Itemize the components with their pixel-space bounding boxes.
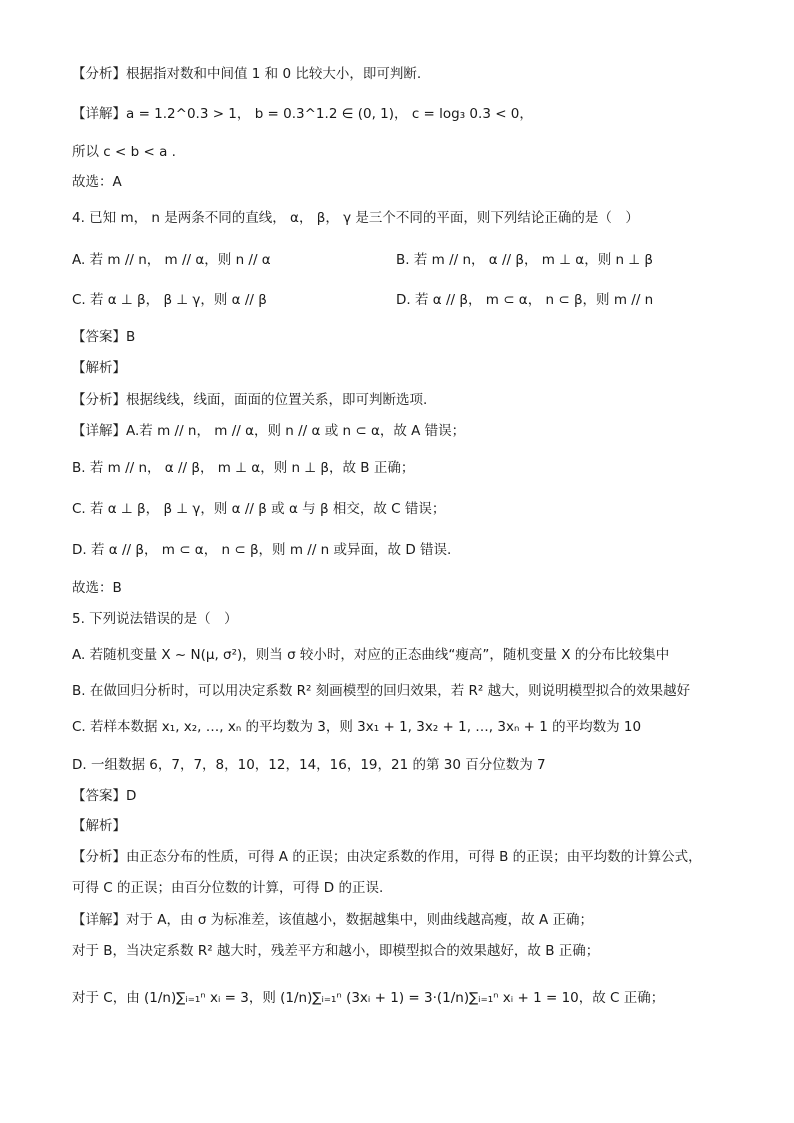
answer-choice-q3: 故选：A xyxy=(72,174,122,190)
q5-option-b: B. 在做回归分析时，可以用决定系数 R² 刻画模型的回归效果，若 R² 越大，则说明模型拟合的效果越好 xyxy=(72,683,691,699)
answer-choice-q4: 故选：B xyxy=(72,580,122,596)
solution-q5-b: 对于 B，当决定系数 R² 越大时，残差平方和越小，即模型拟合的效果越好，故 B 正确； xyxy=(72,943,600,959)
analysis-q4: 【分析】根据线线，线面，面面的位置关系，即可判断选项. xyxy=(72,392,428,408)
answer-q5: 【答案】D xyxy=(72,788,137,804)
q5-option-a: A. 若随机变量 X ~ N(μ, σ²)，则当 σ 较小时，对应的正态曲线“瘦高”，随机变量 X 的分布比较集中 xyxy=(72,647,670,663)
question-5-stem: 5. 下列说法错误的是（ ） xyxy=(72,611,238,627)
q4-option-a: A. 若 m // n， m // α，则 n // α xyxy=(72,252,271,268)
solution-q4-c: C. 若 α ⊥ β， β ⊥ γ，则 α // β 或 α 与 β 相交，故 C 错误； xyxy=(72,501,446,517)
solution-q5-a: 【详解】对于 A，由 σ 为标准差，该值越小，数据越集中，则曲线越高瘦，故 A 正确； xyxy=(72,912,593,928)
solution-q3: 【详解】a = 1.2^0.3 > 1， b = 0.3^1.2 ∈ (0, 1)， c = log₃ 0.3 < 0， xyxy=(72,106,533,122)
solution-q4-a: 【详解】A.若 m // n， m // α，则 n // α 或 n ⊂ α，故 A 错误； xyxy=(72,423,466,439)
q5-option-c: C. 若样本数据 x₁, x₂, …, xₙ 的平均数为 3，则 3x₁ + 1, 3x₂ + 1, …, 3xₙ + 1 的平均数为 10 xyxy=(72,719,642,735)
conclusion-q3: 所以 c < b < a . xyxy=(72,144,176,160)
q4-option-d: D. 若 α // β， m ⊂ α， n ⊂ β，则 m // n xyxy=(396,292,654,308)
q5-option-d: D. 一组数据 6，7，7，8，10，12，14，16，19，21 的第 30 百分位数为 7 xyxy=(72,757,546,773)
q4-option-c: C. 若 α ⊥ β， β ⊥ γ，则 α // β xyxy=(72,292,267,308)
solution-q5-c: 对于 C，由 (1/n)∑ᵢ₌₁ⁿ xᵢ = 3，则 (1/n)∑ᵢ₌₁ⁿ (3xᵢ + 1) = 3·(1/n)∑ᵢ₌₁ⁿ xᵢ + 1 = 10，故 C 正确； xyxy=(72,990,665,1006)
q4-option-b: B. 若 m // n， α // β， m ⊥ α，则 n ⊥ β xyxy=(396,252,653,268)
solution-q4-d: D. 若 α // β， m ⊂ α， n ⊂ β，则 m // n 或异面，故 D 错误. xyxy=(72,542,452,558)
analysis-q3: 【分析】根据指对数和中间值 1 和 0 比较大小，即可判断. xyxy=(72,66,422,82)
question-4-stem: 4. 已知 m， n 是两条不同的直线， α， β， γ 是三个不同的平面，则下列结论正确的是（ ） xyxy=(72,210,639,226)
answer-q4: 【答案】B xyxy=(72,329,136,345)
analysis-q5-line2: 可得 C 的正误；由百分位数的计算，可得 D 的正误. xyxy=(72,880,384,896)
explanation-heading-q5: 【解析】 xyxy=(72,818,126,834)
solution-q4-b: B. 若 m // n， α // β， m ⊥ α，则 n ⊥ β，故 B 正确； xyxy=(72,460,415,476)
analysis-q5-line1: 【分析】由正态分布的性质，可得 A 的正误；由决定系数的作用，可得 B 的正误；由平均数的计算公式， xyxy=(72,849,702,865)
explanation-heading-q4: 【解析】 xyxy=(72,360,126,376)
